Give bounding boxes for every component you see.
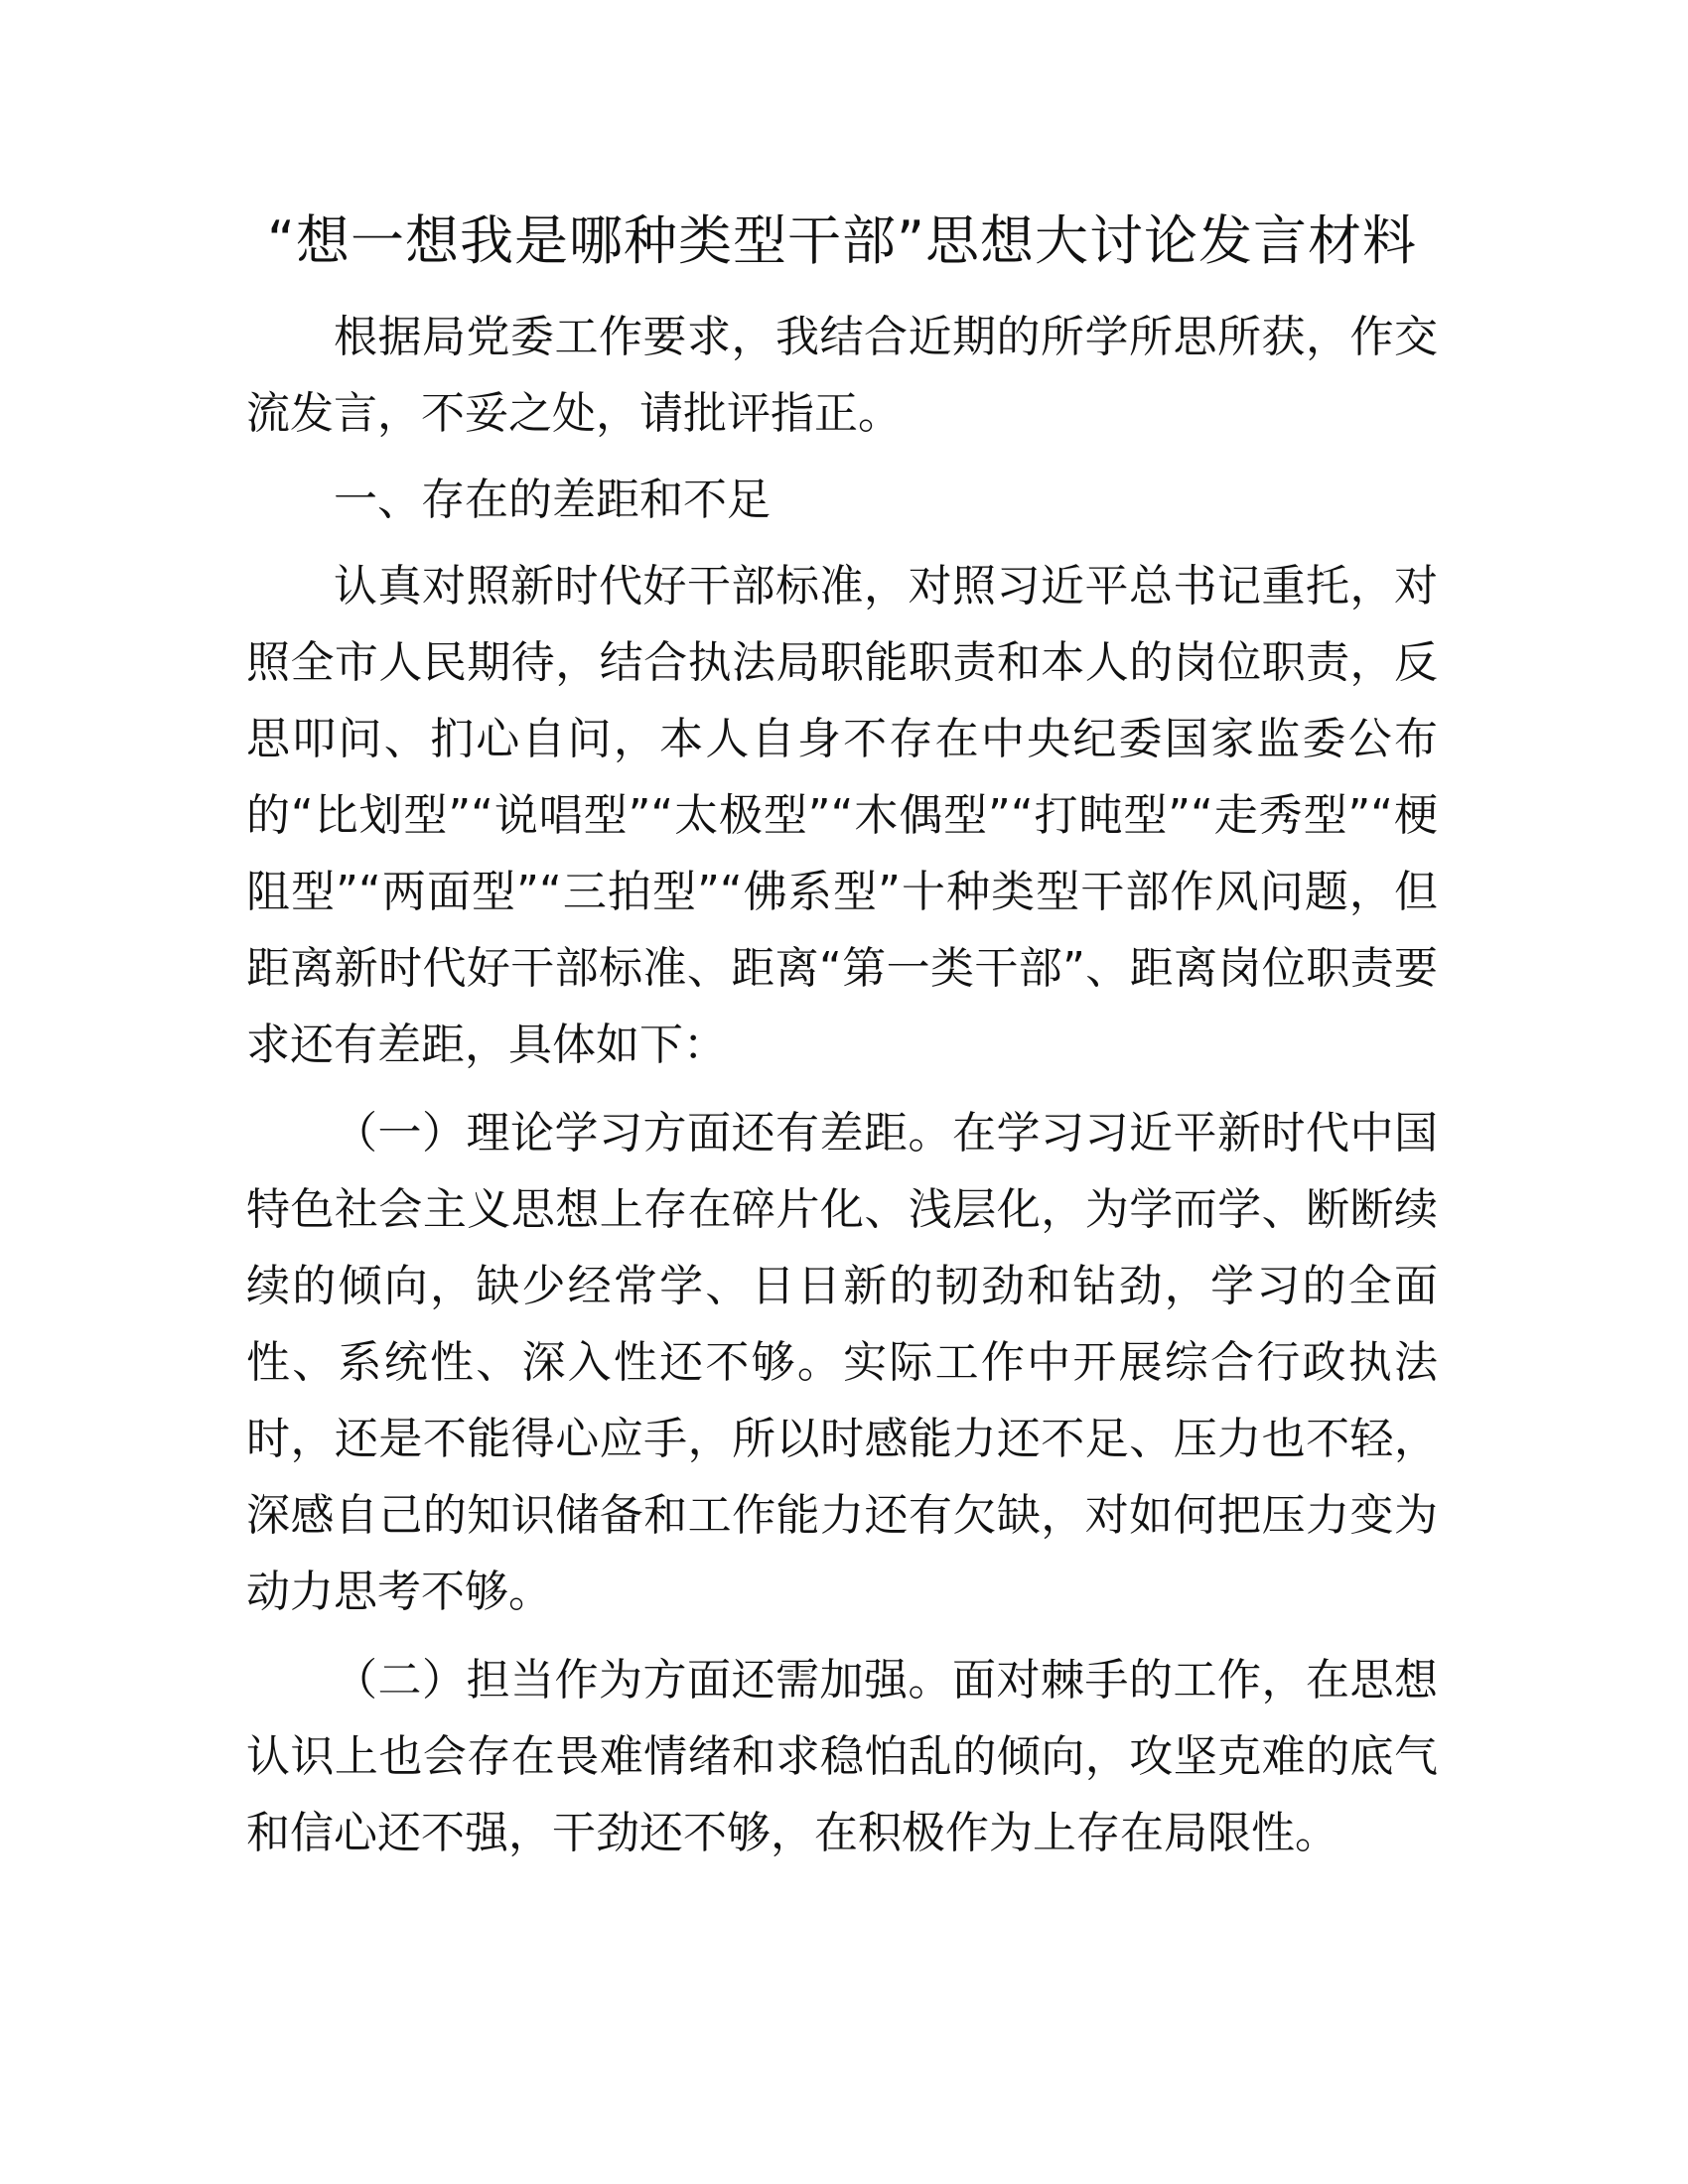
intro-paragraph: 根据局党委工作要求，我结合近期的所学所思所获，作交流发言，不妥之处，请批评指正。	[246, 312, 1438, 439]
item-paragraph-1: （一）理论学习方面还有差距。在学习习近平新时代中国特色社会主义思想上存在碎片化、浅层化，为学而学、断断续续的倾向，缺少经常学、日日新的韧劲和钻劲，学习的全面性、系统性、深入性还不够。实际工作中开展综合行政执法时，还是不能得心应手，所以时感能力还不足、压力也不轻，深感自己的知识储备和工作能力还有欠缺，对如何把压力变为动力思考不够。	[246, 1108, 1438, 1617]
body-paragraph: 认真对照新时代好干部标准，对照习近平总书记重托，对照全市人民期待，结合执法局职能职责和本人的岗位职责，反思叩问、扪心自问，本人自身不存在中央纪委国家监委公布的“比划型”“说唱型”“太极型”“木偶型”“打盹型”“走秀型”“梗阻型”“两面型”“三拍型”“佛系型”十种类型干部作风问题，但距离新时代好干部标准、距离“第一类干部”、距离岗位职责要求还有差距，具体如下：	[246, 561, 1438, 1070]
document-title: “想一想我是哪种类型干部”思想大讨论发言材料	[267, 209, 1417, 272]
section-heading: 一、存在的差距和不足	[334, 475, 771, 525]
document-page	[246, 204, 1438, 1871]
item-paragraph-2: （二）担当作为方面还需加强。面对棘手的工作，在思想认识上也会存在畏难情绪和求稳怕乱的倾向，攻坚克难的底气和信心还不强，干劲还不够，在积极作为上存在局限性。	[246, 1655, 1438, 1858]
